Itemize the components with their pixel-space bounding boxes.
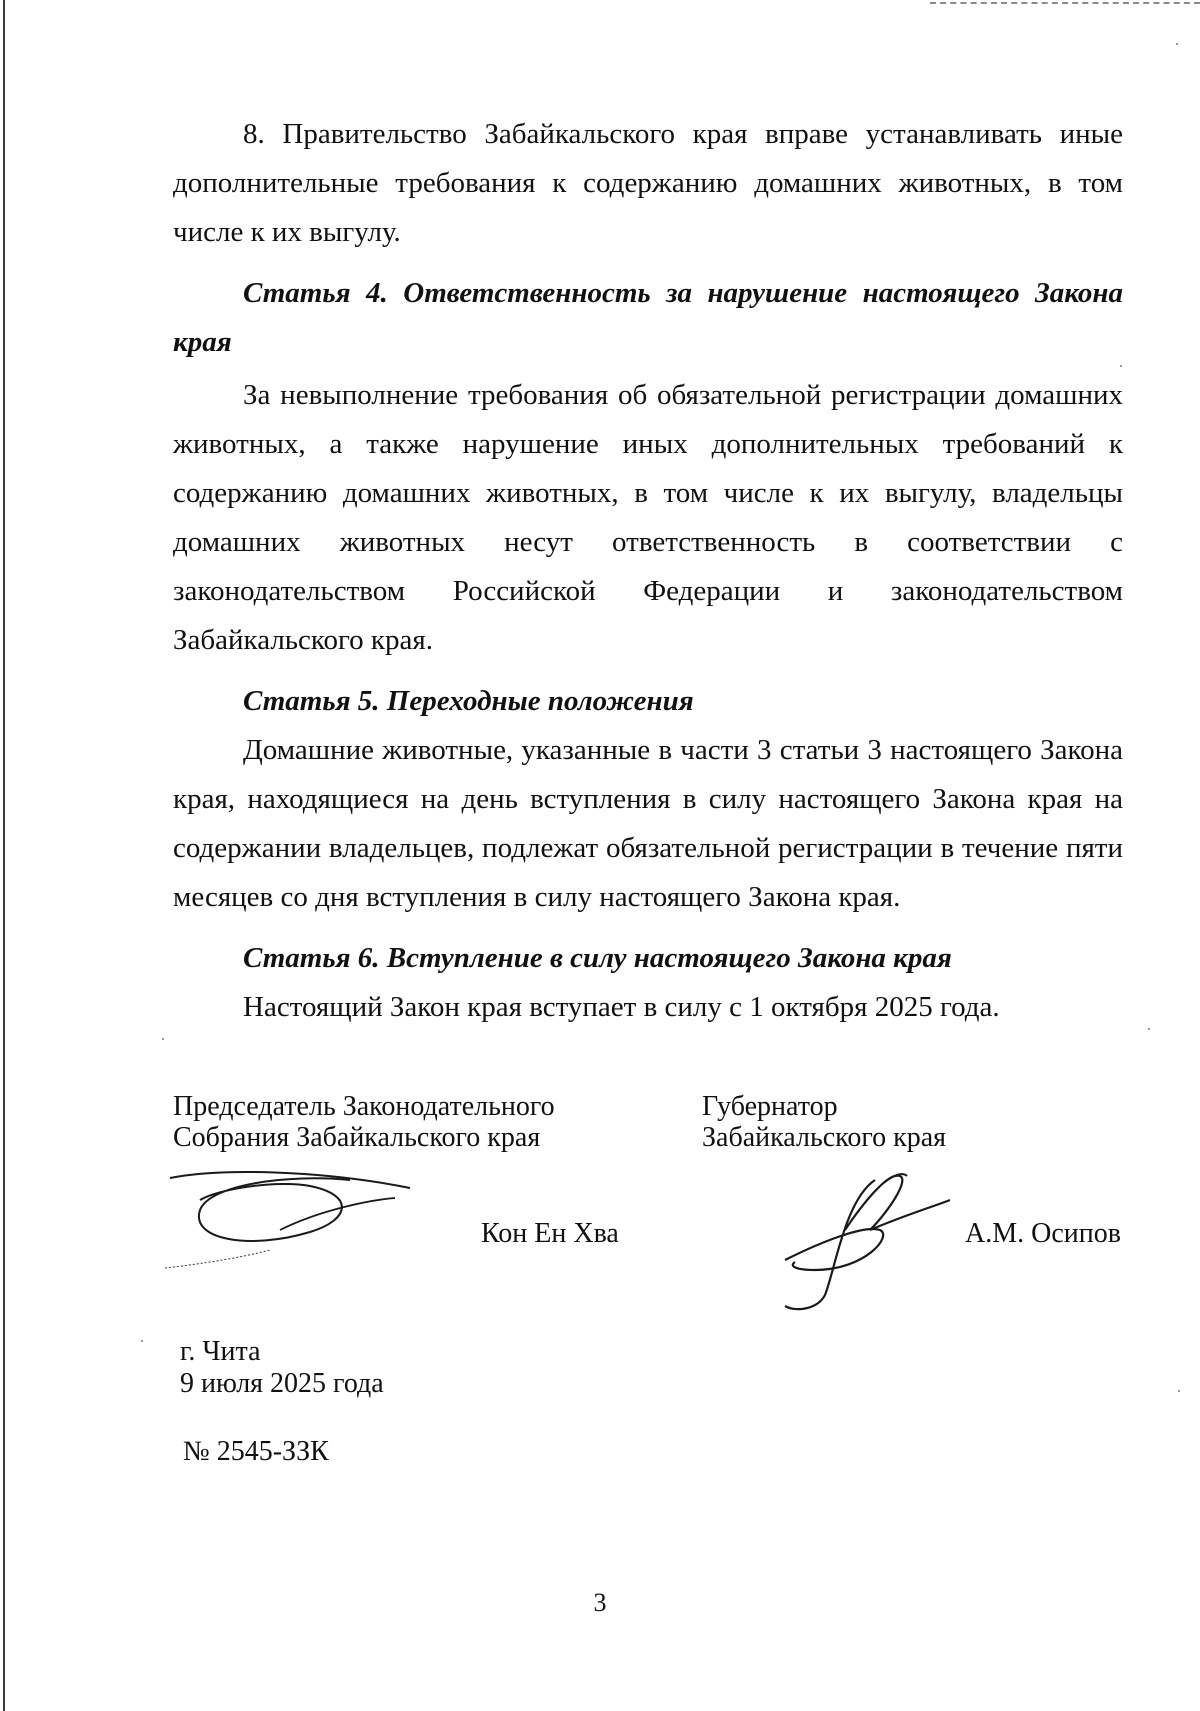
scan-speck xyxy=(1176,43,1178,45)
article-6-heading: Статья 6. Вступление в силу настоящего Закона края xyxy=(243,942,952,974)
governor-signature-image xyxy=(775,1170,975,1320)
chairman-title-line1: Председатель Законодательного xyxy=(173,1091,555,1122)
scan-edge-left xyxy=(3,0,5,1711)
article-6-text: Настоящий Закон края вступает в силу с 1 октября 2025 года. xyxy=(243,991,1000,1023)
chairman-signature-image xyxy=(160,1170,420,1280)
governor-title xyxy=(702,1091,946,1153)
law-number: № 2545-ЗЗК xyxy=(183,1436,329,1467)
article-5-text: Домашние животные, указанные в части 3 статьи 3 настоящего Закона края, находящиеся на день вступления в силу настоящего Закона края на содержании владельцев, подлежат обязательной регистрации в течение пяти месяцев со дня вступления в силу настоящего Закона края. xyxy=(173,734,1123,913)
page-number: 3 xyxy=(593,1588,607,1617)
chairman-name: Кон Ен Хва xyxy=(481,1218,619,1249)
chairman-title-line2: Собрания Забайкальского края xyxy=(173,1122,541,1153)
chairman-title xyxy=(173,1091,555,1153)
scan-edge-top xyxy=(930,2,1200,4)
scan-speck xyxy=(1148,1028,1150,1030)
paragraph-8: 8. Правительство Забайкальского края вправе устанавливать иные дополнительные требования к содержанию домашних животных, в том числе к их выгулу. xyxy=(173,118,1123,248)
governor-title-line2: Забайкальского края xyxy=(702,1122,947,1153)
scan-speck xyxy=(162,1038,164,1040)
city: г. Чита xyxy=(180,1336,261,1367)
governor-name: А.М. Осипов xyxy=(965,1218,1121,1249)
article-4-text: За невыполнение требования об обязательной регистрации домашних животных, а также нарушение иных дополнительных требований к содержанию домашних животных, в том числе к их выгулу, владельцы домашних животных несут ответственность в соответствии с законодательством Российской Федерации и законодательством Забайкальского края. xyxy=(173,379,1123,656)
article-4-heading: Статья 4. Ответственность за нарушение настоящего Закона края xyxy=(173,277,1123,358)
date: 9 июля 2025 года xyxy=(180,1368,384,1399)
body-text xyxy=(173,110,1123,1032)
scan-speck xyxy=(141,1340,143,1342)
article-5-heading: Статья 5. Переходные положения xyxy=(243,685,694,717)
governor-title-line1: Губернатор xyxy=(702,1091,838,1122)
scan-speck xyxy=(1178,1390,1180,1392)
